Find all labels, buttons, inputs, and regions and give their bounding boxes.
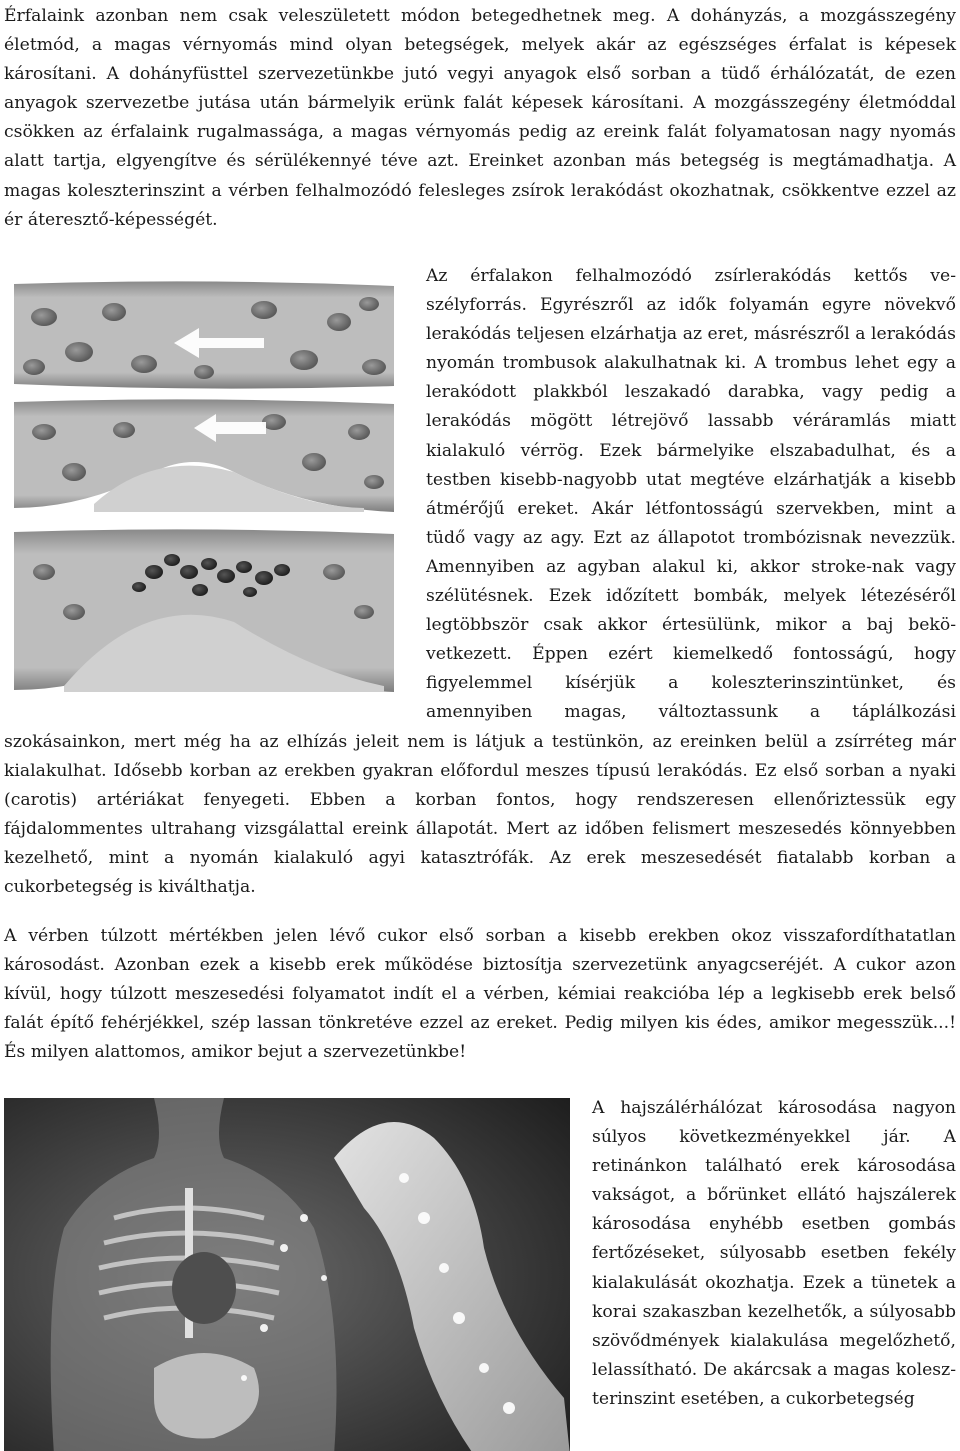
- paragraph-vessel-damage: Érfalaink azonban nem csak veleszületett módon betegedhetnek meg. A dohányzás, a mozgásszegény életmód, a magas vérnyomás mind olyan betegségek, melyek akár az egészséges érfalat is képesek károsítani. A dohányfüsttel szervezetünkbe jutó vegyi anyagok első sorban a tüdő érhálózatát, de ezen anyagok szervezetbe jutása után bármelyik erünk falát képesek károsítani. A mozgásszegény életmóddal csökken az érfalaink rugalmassága, a magas vérnyomás pedig az ereink falát folyamatosan nagy nyomás alatt tartja, elgyengítve és sérülékennyé téve azt. Ereinket azonban más betegség is megtámadhatja. A magas koleszterinszint a vérben felhalmozódó felesleges zsírok lerakódást okozhatnak, csökkentve ezzel az ér áteresztő-képességét.: [4, 6, 956, 230]
- paragraph-sugar-damage: A vérben túlzott mértékben jelen lévő cukor első sorban a kisebb erekben okoz visszafordíthatatlan károsodást. Azonban ezek a kisebb erek működése biztosítja szervezetünk anyagcseréjét. A cukor azon kívül, hogy túlzott meszesedési folyamatot indít el a vérben, kémiai reakcióba lép a legkisebb erek belső falát építő fehérjékkel, szép lassan tönkretéve ezzel az ereket. Pedig milyen kis édes, amikor megesszük...! És milyen alattomos, amikor bejut a szervezetünkbe!: [4, 926, 956, 1063]
- vessel-plaque: [14, 399, 394, 512]
- section-capillaries: [4, 1094, 956, 1451]
- vessel-normal: [14, 281, 394, 388]
- vessel-figure-svg: [4, 272, 404, 697]
- paragraph-capillary-damage: A hajszálérhálózat károsodása nagyon súlyos következményekkel jár. A retinánkon található erek károsodása vakságot, a bőrünket ellátó hajszálerek károsodása enyhébb esetben gombás fertőzéseket, súlyosabb esetben fekély kialakulását okozhatja. Ezek a tünetek a korai szakaszban kezelhetők, a súlyosabb szövődmények kialakulása megelőzhető, lelassítható. De akárcsak a magas koleszterinszint esetében, a cukorbetegség: [592, 1098, 956, 1409]
- paragraph-plaque-thrombosis: Az érfalakon felhalmozódó zsírlerakódás kettős veszélyforrás. Egyrészről az idők folyamán egyre növekvő lerakódás teljesen elzárhatja az eret, másrészről a lerakódás nyomán trombusok alakulhatnak ki. A trombus lehet egy a lerakódott plakkból leszakadó darabka, vagy pedig a lerakódás mögött létrejövő lassabb véráramlás miatt kialakuló vérrög. Ezek bármelyike elszabadulhat, és a testben kisebb-nagyobb utat megtéve elzárhatják a kisebb átmérőjű ereket. Akár létfontosságú szervekben, mint a tüdő vagy az agy. Ezt az állapotot trombózisnak nevezzük. Amennyiben az agyban alakul ki, akkor stroke-nak vagy szélütésnek. Ezek időzített bombák, melyek létezéséről legtöbbször csak akkor értesülünk, mikor a baj bekövetkezett. Éppen ezért kiemelkedő fontosságú, hogy figyelemmel kísérjük a koleszterinszintünket, és amennyiben magas, változtassunk a táplálkozási szokásainkon, mert még ha az elhízás jeleit nem is látjuk a testünkön, az ereinken belül a zsírréteg már kialakulhat. Idősebb korban az erekben gyakran előfordul meszes típusú lerakódás. Ez első sorban a nyaki (carotis) artériákat fenyegeti. Ebben a korban fontos, hogy rendszeresen ellenőriztessük egy fájdalommentes ultrahang vizsgálattal ereink állapotát. Mert az időben felismert meszesedés könnyebben kezelhető, mint a nyomán kialakuló agyi katasztrófák. Az erek meszesedését fiatalabb korban a cukorbetegség is kiválthatja.: [4, 266, 956, 897]
- body-figure-svg: [4, 1098, 570, 1451]
- section-plaque: [4, 262, 956, 896]
- blood-vessel-plaque-illustration: [4, 272, 404, 697]
- vessel-thrombus: [14, 529, 394, 692]
- human-body-pancreas-illustration: [4, 1098, 570, 1451]
